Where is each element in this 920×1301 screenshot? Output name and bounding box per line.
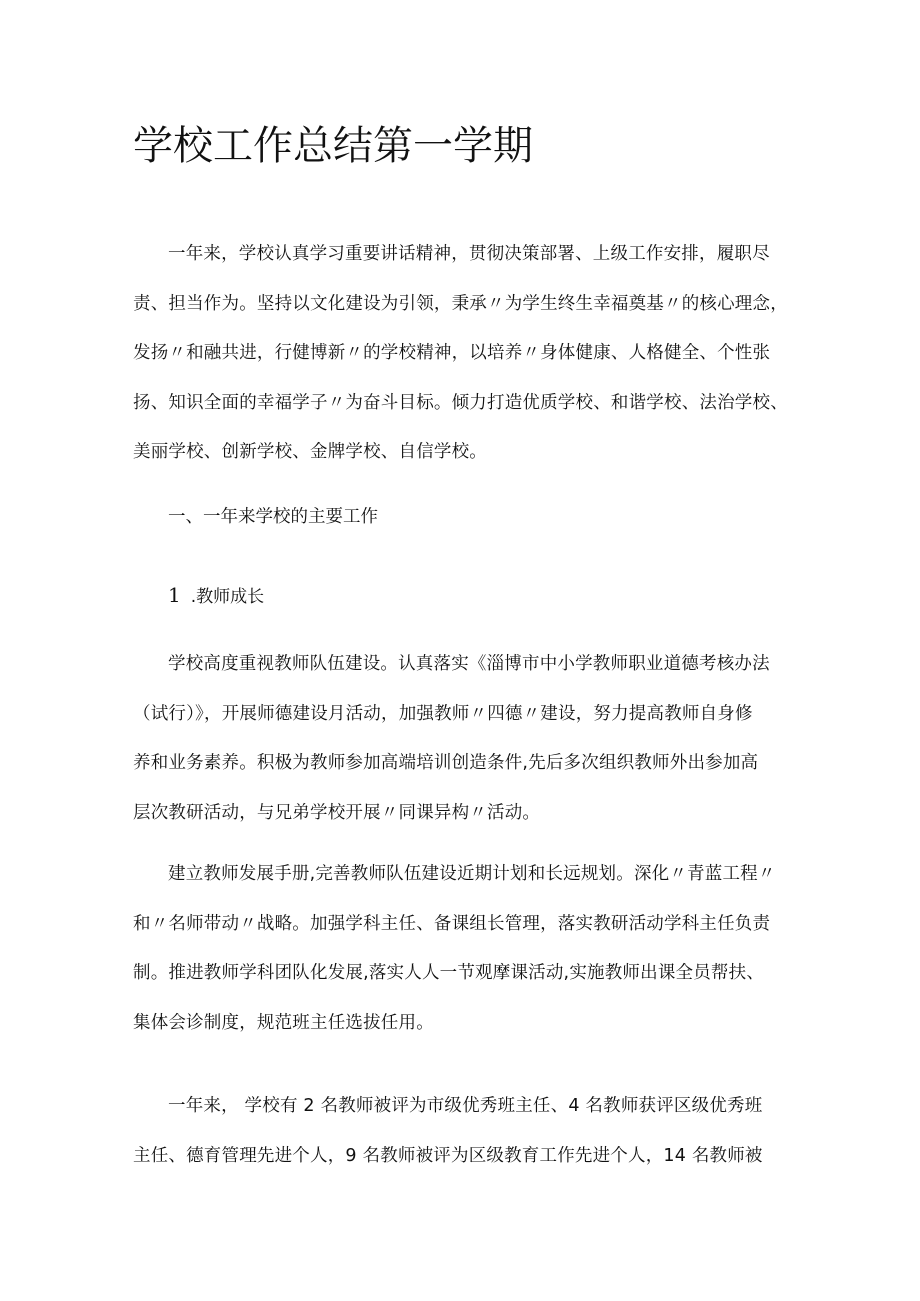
text-line: 和〃名师带动〃战略。加强学科主任、备课组长管理，落实教研活动学科主任负责: [133, 913, 771, 934]
text-line: 集体会诊制度，规范班主任选拔任用。: [133, 1012, 434, 1033]
text-line: 一年来， 学校有 2 名教师被评为市级优秀班主任、4 名教师获评区级优秀班: [168, 1096, 763, 1116]
subsection-number: 1: [168, 583, 181, 607]
section-heading: 一、一年来学校的主要工作: [168, 507, 378, 527]
text-line: 层次教研活动，与兄弟学校开展〃同课异构〃活动。: [133, 802, 541, 823]
text-line: 制。推进教师学科团队化发展,落实人人一节观摩课活动,实施教师出课全员帮扶、: [133, 963, 765, 983]
subsection-label: .教师成长: [190, 587, 265, 607]
text-line: 主任、德育管理先进个人，9 名教师被评为区级教育工作先进个人，14 名教师被: [133, 1145, 763, 1166]
intro-paragraph: [133, 230, 793, 478]
teacher-paragraph-2: [133, 850, 793, 1048]
text-line: 扬、知识全面的幸福学子〃为奋斗目标。倾力打造优质学校、和谐学校、法治学校、: [133, 392, 788, 413]
document-title: 学校工作总结第一学期: [133, 123, 533, 169]
text-line: （试行）》，开展师德建设月活动，加强教师〃四德〃建设，努力提高教师自身修: [133, 703, 753, 724]
teacher-paragraph-1: [133, 640, 793, 838]
text-line: 养和业务素养。积极为教师参加高端培训创造条件,先后多次组织教师外出参加高: [133, 753, 759, 773]
teacher-paragraph-3: [133, 1082, 793, 1181]
text-line: 学校高度重视教师队伍建设。认真落实《淄博市中小学教师职业道德考核办法: [168, 654, 770, 674]
text-line: 责、担当作为。坚持以文化建设为引领，秉承〃为学生终生幸福奠基〃的核心理念，: [133, 293, 788, 314]
text-line: 建立教师发展手册,完善教师队伍建设近期计划和长远规划。深化〃青蓝工程〃: [168, 864, 776, 884]
text-line: 美丽学校、创新学校、金牌学校、自信学校。: [133, 442, 487, 462]
subsection-heading: [168, 580, 788, 612]
text-line: 一年来，学校认真学习重要讲话精神，贯彻决策部署、上级工作安排，履职尽: [168, 244, 770, 264]
text-line: 发扬〃和融共进，行健博新〃的学校精神，以培养〃身体健康、人格健全、个性张: [133, 343, 771, 363]
